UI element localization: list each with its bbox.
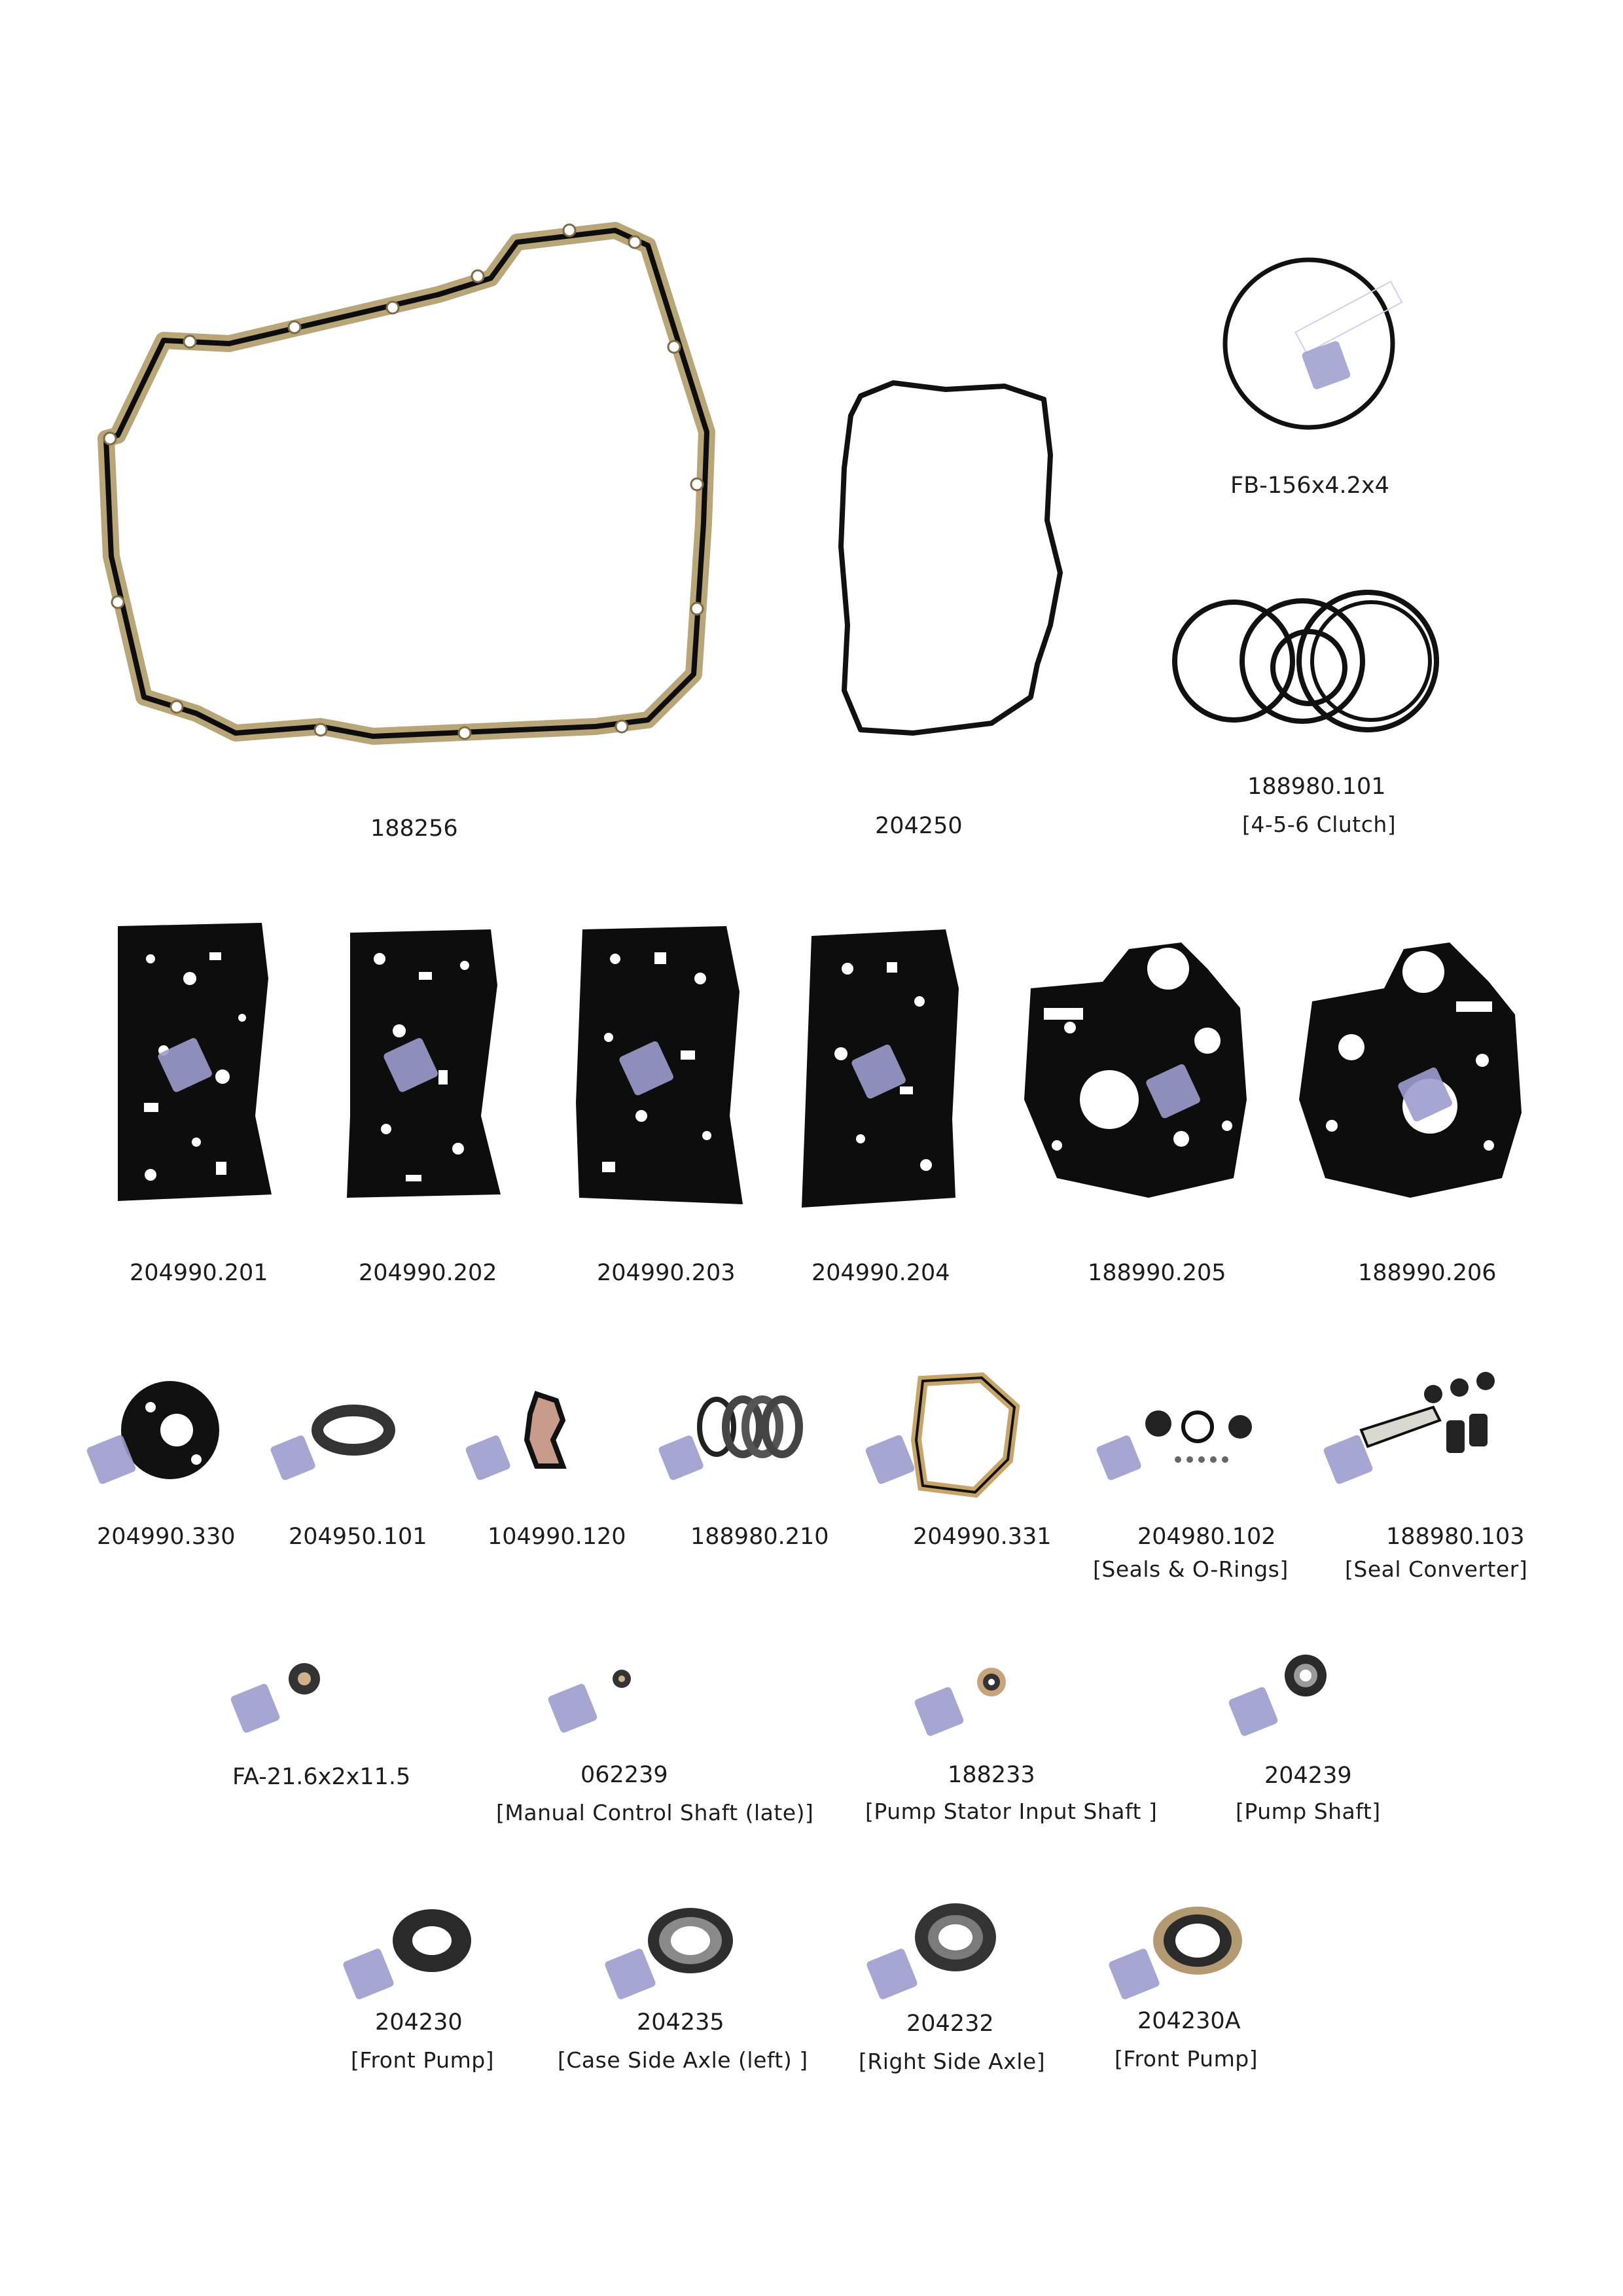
channel-plate-gasket-icon [1018,929,1260,1204]
sk-watermark [1228,1686,1279,1737]
part-code: 204250 [875,813,963,839]
lip-seal-icon [910,1636,1041,1741]
sk-watermark [465,1434,512,1481]
cover-gasket-icon [864,1368,1034,1499]
clutch-seal-rings-icon [1171,586,1446,736]
part-code: 188256 [370,816,458,842]
part-code: 188980.101 [1247,774,1386,800]
part-code: 204990.204 [812,1260,950,1286]
axle-seal-icon [602,1885,759,2009]
part-code: 188233 [948,1762,1035,1788]
part-code: 104990.120 [488,1524,626,1550]
valve-body-gasket-icon [795,923,965,1211]
small-gasket-icon [465,1381,589,1486]
part-code: 062239 [580,1762,668,1788]
part-description: [Front Pump] [351,2047,495,2073]
part-code: 204950.101 [289,1524,427,1550]
axle-seal-icon [864,1885,1021,2009]
part-code: 204990.203 [597,1260,736,1286]
oil-pan-gasket-icon [98,216,713,740]
part-code: 188980.103 [1386,1524,1525,1550]
part-description: [Manual Control Shaft (late)] [496,1800,814,1825]
part-code: 188990.206 [1358,1260,1497,1286]
part-code: 204230 [375,2009,463,2036]
part-code: 204232 [906,2011,994,2037]
oil-seal-icon [340,1885,497,2009]
part-description: [Seals & O-Rings] [1093,1556,1289,1582]
part-code: 204990.331 [913,1524,1052,1550]
part-code: FA-21.6x2x11.5 [232,1764,411,1790]
sk-watermark [547,1683,598,1734]
valve-body-gasket-icon [340,920,504,1208]
part-code: 204239 [1264,1763,1352,1789]
lip-seal-icon [1224,1636,1355,1741]
sealing-rings-icon [658,1388,815,1486]
o-ring-icon [1217,252,1400,435]
part-description: [Pump Stator Input Shaft ] [865,1799,1158,1824]
rubber-pan-gasket-icon [834,376,1070,743]
valve-body-gasket-icon [569,920,746,1211]
part-description: [Case Side Axle (left) ] [558,2047,808,2073]
oil-seal-icon [1106,1885,1263,2009]
sk-watermark [604,1948,657,2001]
pump-gasket-icon [85,1368,229,1492]
part-code: 204235 [637,2009,724,2036]
part-code: 204980.102 [1137,1524,1276,1550]
part-code: 188980.210 [690,1524,829,1550]
sk-watermark [658,1434,705,1481]
part-code: 204230A [1137,2008,1241,2034]
part-description: [Right Side Axle] [859,2049,1046,2074]
sk-watermark [230,1683,281,1734]
filter-seal-icon [268,1388,399,1486]
part-code: 188990.205 [1088,1260,1226,1286]
sk-watermark [866,1948,919,2001]
sk-watermark [1108,1948,1161,2001]
sk-watermark [1096,1434,1143,1481]
small-lip-seal-icon [229,1636,360,1741]
part-description: [Pump Shaft] [1236,1799,1381,1824]
sk-watermark [270,1434,317,1481]
sk-watermark [914,1686,965,1737]
valve-body-gasket-icon [111,920,275,1208]
part-description: [Seal Converter] [1345,1556,1528,1582]
sk-watermark [865,1434,916,1485]
part-description: [4-5-6 Clutch] [1242,812,1397,837]
part-code: 204990.202 [359,1260,497,1286]
seals-kit-icon [1093,1388,1276,1486]
part-code: 204990.201 [130,1260,268,1286]
seal-converter-icon [1322,1368,1518,1492]
part-description: [Front Pump] [1115,2046,1258,2072]
sk-watermark [342,1948,395,2001]
channel-plate-gasket-icon [1293,929,1528,1204]
part-code: FB-156x4.2x4 [1230,473,1389,499]
part-code: 204990.330 [97,1524,236,1550]
small-lip-seal-icon [543,1636,674,1741]
